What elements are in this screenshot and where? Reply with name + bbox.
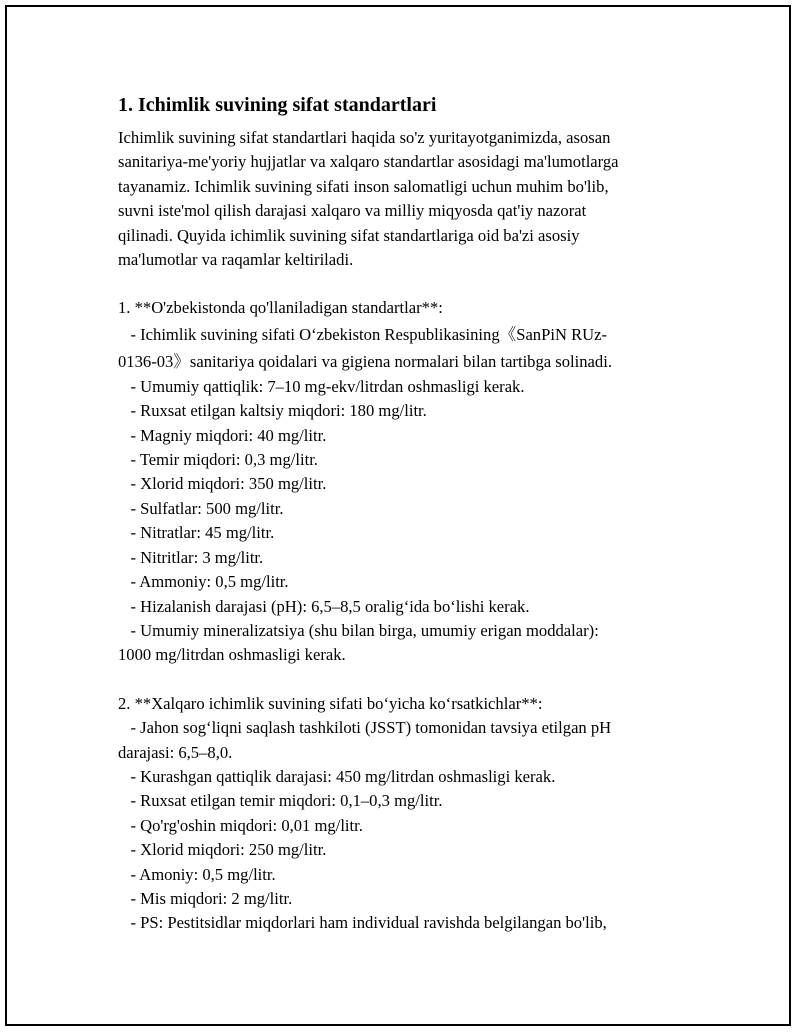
section-international-indicators [118, 692, 678, 936]
list-item: - Ammoniy: 0,5 mg/litr. [118, 572, 289, 592]
list-item: - Amoniy: 0,5 mg/litr. [118, 864, 276, 884]
list-item: - Magniy miqdori: 40 mg/litr. [118, 425, 327, 445]
intro-line: tayanamiz. Ichimlik suvining sifati inson salomatligi uchun muhim bo'lib, [118, 176, 609, 196]
section-title: 1. **O'zbekistonda qo'llaniladigan standartlar**: [118, 298, 443, 318]
section-uzbekistan-standards [118, 296, 678, 667]
intro-line: suvni iste'mol qilish darajasi xalqaro va milliy miqyosda qat'iy nazorat [118, 201, 587, 221]
intro-line: Ichimlik suvining sifat standartlari haqida so'z yuritayotganimizda, asosan [118, 128, 611, 147]
list-item: - Nitratlar: 45 mg/litr. [118, 523, 275, 543]
list-item: - Umumiy mineralizatsiya (shu bilan birga, umumiy erigan moddalar): [118, 620, 599, 640]
list-item: - Ruxsat etilgan temir miqdori: 0,1–0,3 mg/litr. [118, 791, 443, 811]
list-item: - Ruxsat etilgan kaltsiy miqdori: 180 mg/litr. [118, 401, 427, 421]
list-item: - Hizalanish darajasi (pH): 6,5–8,5 oralig‘ida bo‘lishi kerak. [118, 596, 530, 616]
list-item: - Ichimlik suvining sifati O‘zbekiston Respublikasining《SanPiN RUz- [118, 324, 608, 344]
list-item: - Qo'rg'oshin miqdori: 0,01 mg/litr. [118, 815, 363, 835]
document-body [118, 92, 678, 936]
list-item: - Sulfatlar: 500 mg/litr. [118, 498, 284, 518]
list-item: - Xlorid miqdori: 250 mg/litr. [118, 840, 327, 860]
list-item: - Kurashgan qattiqlik darajasi: 450 mg/litrdan oshmasligi kerak. [118, 766, 556, 786]
list-item: 0136-03》sanitariya qoidalari va gigiena normalari bilan tartibga solinadi. [118, 351, 612, 371]
intro-line: sanitariya-me'yoriy hujjatlar va xalqaro standartlar asosidagi ma'lumotlarga [118, 152, 619, 172]
list-item: - Nitritlar: 3 mg/litr. [118, 547, 264, 567]
list-item: darajasi: 6,5–8,0. [118, 742, 233, 762]
document-heading: 1. Ichimlik suvining sifat standartlari [118, 94, 437, 116]
list-item: 1000 mg/litrdan oshmasligi kerak. [118, 645, 346, 665]
intro-line: qilinadi. Quyida ichimlik suvining sifat standartlariga oid ba'zi asosiy [118, 225, 580, 245]
list-item: - Temir miqdori: 0,3 mg/litr. [118, 450, 318, 470]
list-item: - Umumiy qattiqlik: 7–10 mg-ekv/litrdan oshmasligi kerak. [118, 376, 525, 396]
section-title: 2. **Xalqaro ichimlik suvining sifati bo‘yicha ko‘rsatkichlar**: [118, 693, 543, 713]
list-item: - Jahon sog‘liqni saqlash tashkiloti (JSST) tomonidan tavsiya etilgan pH [118, 718, 612, 738]
list-item: - Xlorid miqdori: 350 mg/litr. [118, 474, 327, 494]
list-item: - PS: Pestitsidlar miqdorlari ham individual ravishda belgilangan bo'lib, [118, 913, 607, 933]
intro-line: ma'lumotlar va raqamlar keltiriladi. [118, 250, 354, 270]
intro-paragraph [118, 126, 678, 272]
list-item: - Mis miqdori: 2 mg/litr. [118, 888, 293, 908]
